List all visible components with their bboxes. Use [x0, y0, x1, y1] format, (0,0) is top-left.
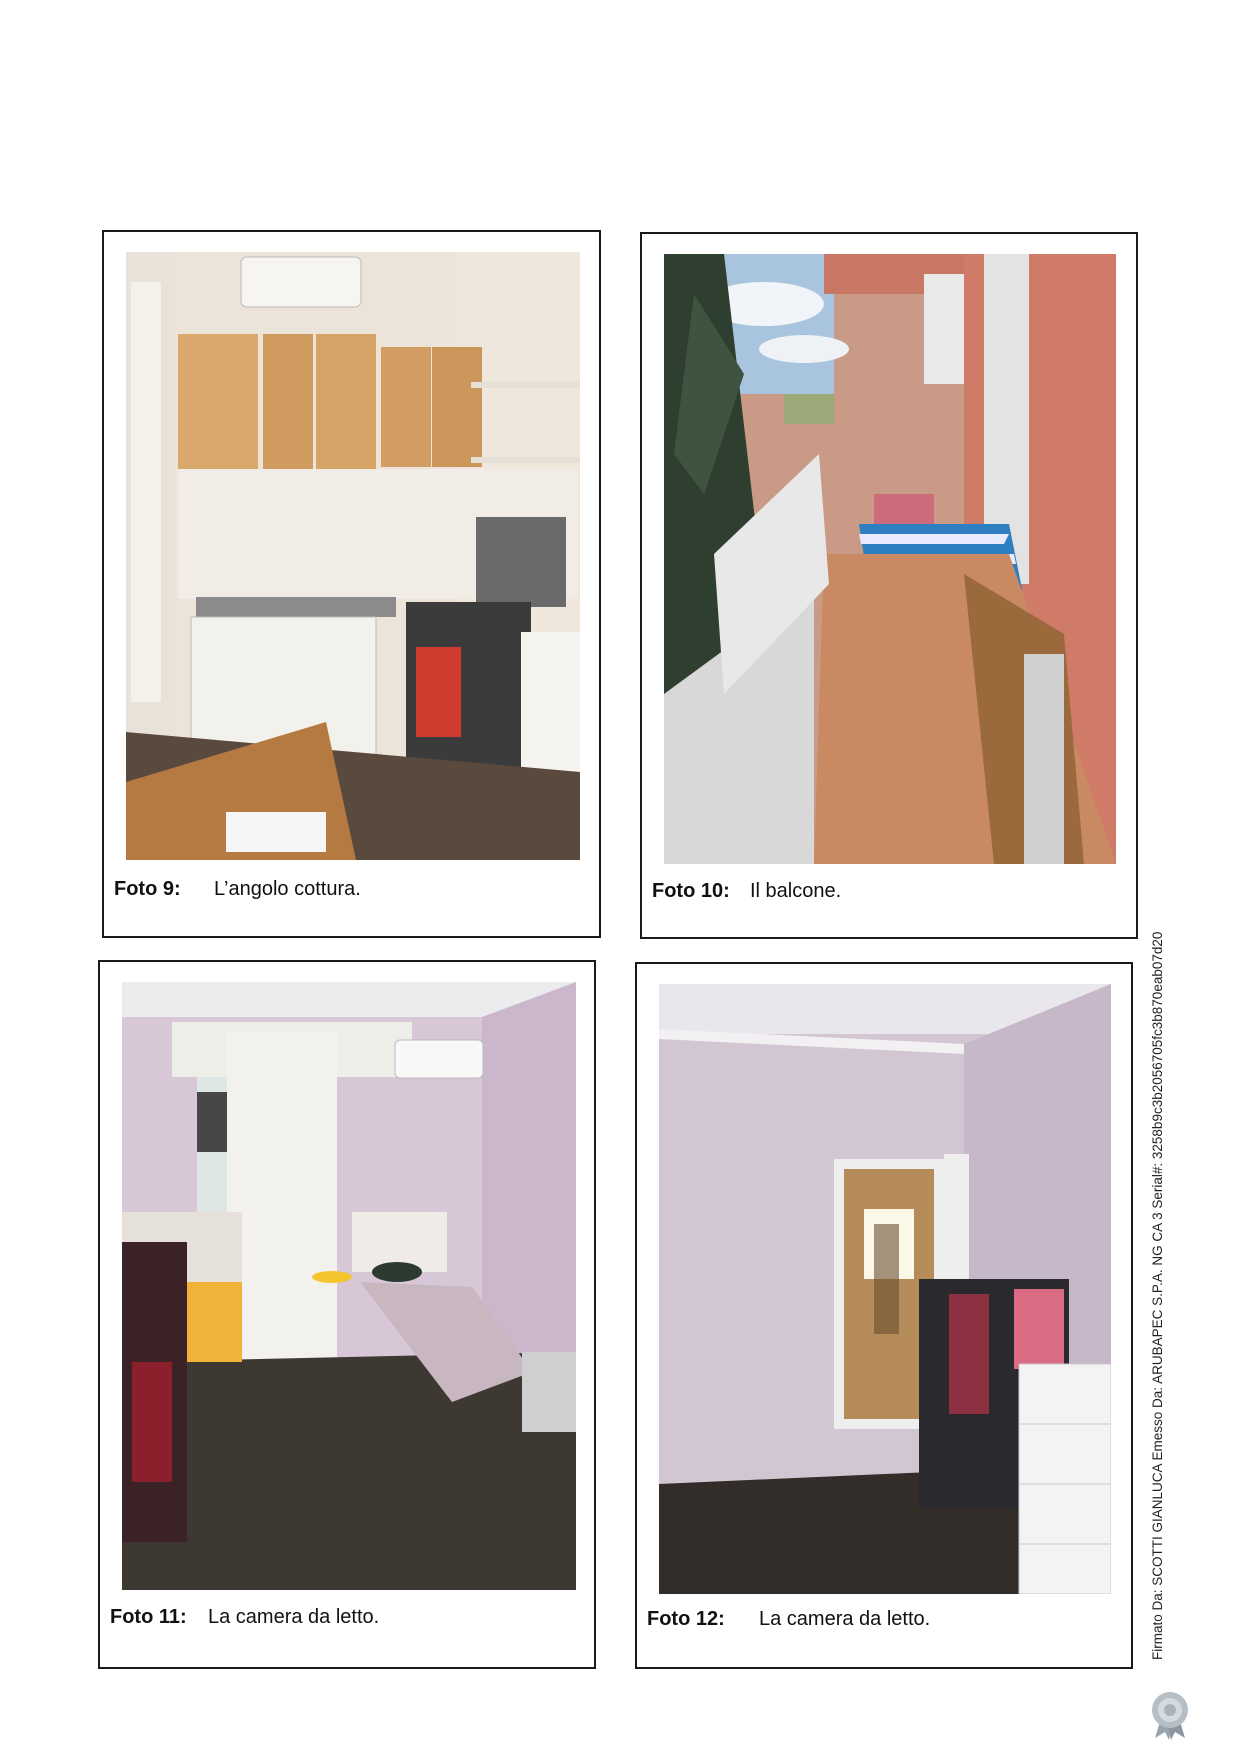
photo-frame-12: [635, 962, 1133, 1669]
caption-foto-9: [114, 878, 361, 901]
seal-icon: [1147, 1690, 1193, 1740]
photo-bedroom-1: [122, 982, 576, 1590]
photo-balcony: [664, 254, 1116, 864]
photo-label: Foto 11:: [110, 1606, 187, 1628]
digital-signature-text: Firmato Da: SCOTTI GIANLUCA Emesso Da: ARUBAPEC S.P.A. NG CA 3 Serial#: 3258b9c3b2056705fc3b870eab07d20: [1150, 931, 1165, 1660]
photo-caption: La camera da letto.: [208, 1606, 380, 1628]
photo-kitchen: [126, 252, 580, 860]
photo-caption: Il balcone.: [750, 880, 842, 902]
photo-label: Foto 10:: [652, 880, 730, 902]
photo-label: Foto 12:: [647, 1608, 725, 1630]
caption-foto-11: [110, 1606, 379, 1629]
photo-label: Foto 9:: [114, 878, 181, 900]
photo-frame-11: [98, 960, 596, 1669]
photo-caption: La camera da letto.: [759, 1608, 931, 1630]
photo-caption: L’angolo cottura.: [214, 878, 361, 900]
caption-foto-12: [647, 1608, 930, 1631]
caption-foto-10: [652, 880, 841, 903]
photo-frame-10: [640, 232, 1138, 939]
photo-bedroom-2: [659, 984, 1111, 1594]
photo-frame-9: [102, 230, 601, 938]
